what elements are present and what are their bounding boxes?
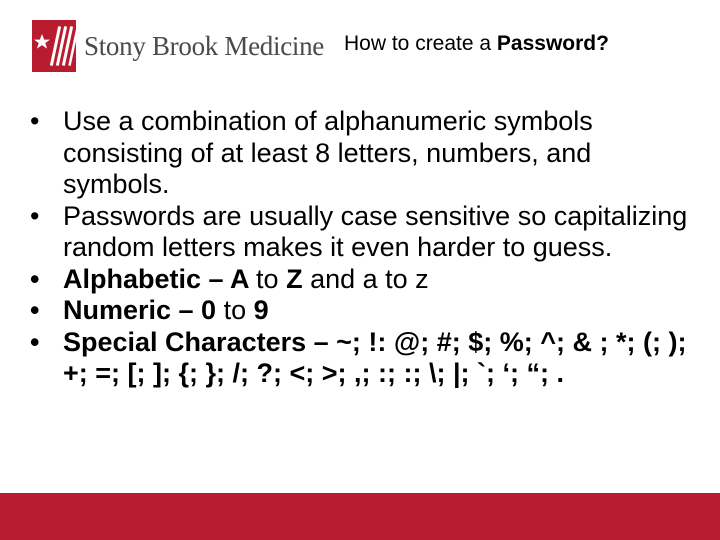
brand-name: Stony Brook Medicine: [84, 30, 324, 61]
slide-title-prefix: How to create a: [344, 32, 497, 55]
alphabetic-to: to: [256, 263, 279, 294]
slide-title: [344, 32, 609, 56]
numeric-label: Numeric – 0: [63, 295, 224, 325]
numeric-to: to: [223, 295, 247, 325]
bullet-item: • Passwords are usually case sensitive so capitalizing random letters makes it even harder to guess.: [30, 201, 690, 264]
numeric-nine: 9: [246, 295, 269, 325]
slide-header: [0, 0, 720, 90]
stony-brook-medicine-logo: [32, 20, 324, 72]
alphabetic-z: Z: [278, 263, 311, 294]
star-stripes-logo-icon: [32, 20, 76, 72]
bullet-item-special: • Special Characters – ~; !: @; #; $; %; ^; & ; *; (; ); +; =; [; ]; {; }; /; ?; <; >; ,; :; :; \; |; `; ‘; “; .: [30, 327, 690, 390]
bullet-item-numeric: [30, 295, 690, 327]
footer-bar: [0, 493, 720, 540]
bullet-list: [30, 106, 690, 390]
bullet-item-alphabetic: [30, 264, 690, 296]
alphabetic-lower: and a to z: [310, 263, 429, 294]
slide-title-bold: Password?: [496, 32, 609, 55]
alphabetic-label: Alphabetic – A: [63, 263, 257, 294]
bullet-item: • Use a combination of alphanumeric symbols consisting of at least 8 letters, numbers, and symbols.: [30, 106, 690, 201]
